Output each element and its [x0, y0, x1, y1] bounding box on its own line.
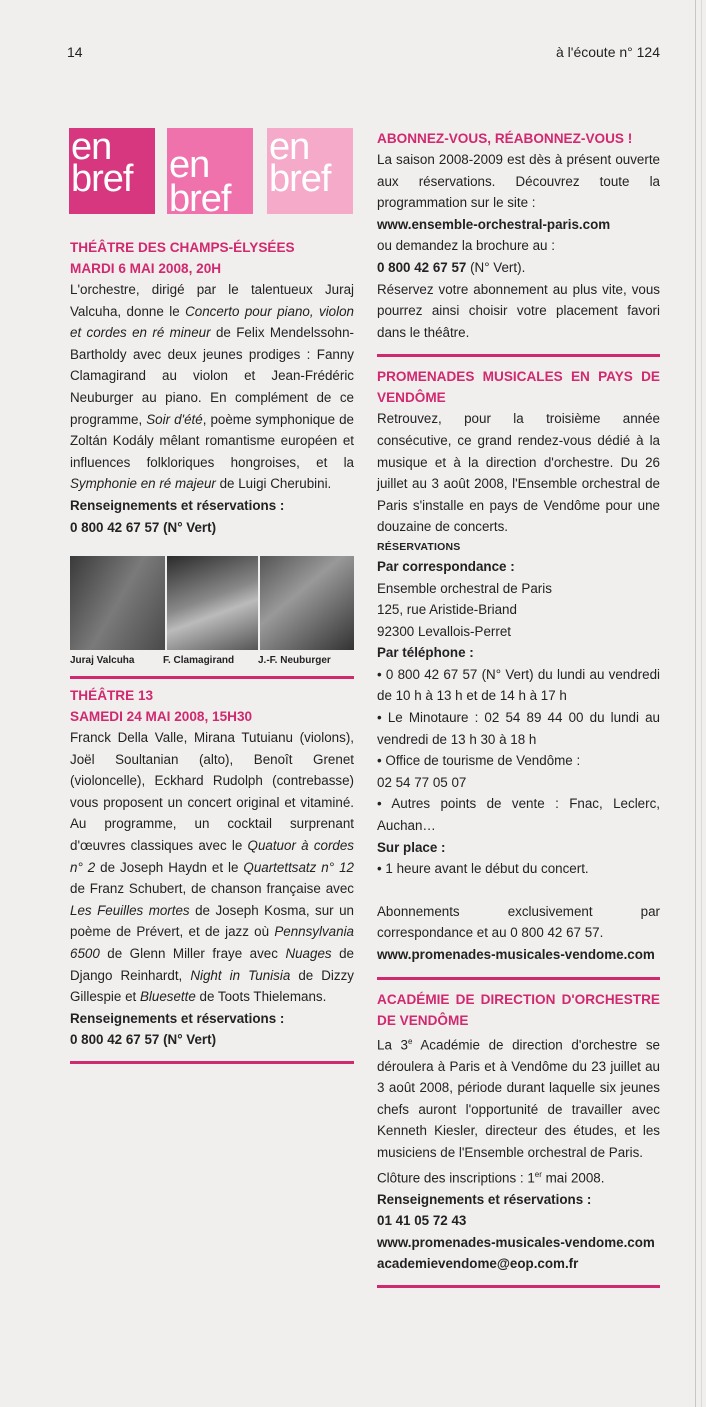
on-site-label: Sur place : [377, 839, 446, 855]
list-item: • Office de tourisme de Vendôme : [377, 753, 581, 769]
article-text: ou demandez la brochure au : [377, 238, 555, 254]
logo-tile-light [267, 128, 353, 214]
deadline-text: Clôture des inscriptions : 1er mai 2008. [377, 1169, 605, 1186]
list-item: • Le Minotaure : 02 54 89 44 00 du lundi au vendredi de 13 h 30 à 18 h [377, 710, 660, 747]
page-number: 14 [67, 44, 83, 60]
reservations-label: RÉSERVATIONS [377, 540, 461, 553]
section-divider [377, 977, 660, 980]
section-divider [70, 676, 354, 679]
email-link[interactable]: academievendome@eop.com.fr [377, 1256, 579, 1272]
caption: F. Clamagirand [163, 655, 235, 666]
article-text: Retrouvez, pour la troisième année consécutive, ce grand rendez-vous dédié à la musique et à la direction d'orchestre. Du 26 juillet au 3 août 2008, l'Ensemble orchestral de Paris s'installe en pays de Vendôme pour une douzaine de concerts. [377, 411, 660, 535]
phone-label: Par téléphone : [377, 645, 474, 661]
logo-tile-medium [167, 128, 253, 214]
address-line: 125, rue Aristide-Briand [377, 602, 517, 618]
photo-f-clamagirand [167, 556, 258, 650]
section-heading: THÉÂTRE 13 [70, 688, 154, 703]
caption: Juraj Valcuha [70, 655, 135, 666]
logo-word-en: en [269, 128, 310, 168]
photo-jf-neuburger [260, 556, 354, 650]
left-column [70, 237, 354, 538]
address-line: 92300 Levallois-Perret [377, 623, 511, 639]
section-date: MARDI 6 MAI 2008, 20H [70, 261, 222, 276]
section-divider [70, 1061, 354, 1064]
article-text: Abonnements exclusivement par correspondance et au 0 800 42 67 57. [377, 903, 660, 941]
article-text: L'orchestre, dirigé par le talentueux Juraj Valcuha, donne le Concerto pour piano, violon et cordes en ré mineur de Felix Mendelssohn-Bartholdy avec deux jeunes prodiges : Fanny Clamagirand au violon et Jean-Frédéric Neuburger au piano. En complément de ce programme, Soir d'été, poème symphonique de Zoltán Kodály mêlant romantisme européen et influences folkloriques hongroises, et la Symphonie en ré majeur de Luigi Cherubini. [70, 282, 354, 492]
article-text: La 3e Académie de direction d'orchestre se déroulera à Paris et à Vendôme du 23 juillet au 3 août 2008, période durant laquelle six jeunes chefs auront l'opportunité de travailler avec Kenneth Kiesler, directeur des études, et les musiciens de l'Ensemble orchestral de Paris. [377, 1036, 660, 1161]
list-item: • 1 heure avant le début du concert. [377, 861, 589, 877]
logo-word-bref: bref [71, 158, 133, 200]
section-heading: ACADÉMIE DE DIRECTION D'ORCHESTRE DE VENDÔME [377, 991, 660, 1028]
page-edge-line [701, 0, 702, 1407]
logo-word-en: en [169, 144, 210, 186]
caption: J.-F. Neuburger [258, 655, 331, 666]
info-phone: 0 800 42 67 57 (N° Vert) [70, 519, 217, 535]
musicians-photos [70, 556, 354, 650]
section-heading: PROMENADES MUSICALES EN PAYS DE VENDÔME [377, 369, 660, 406]
website-link[interactable]: www.promenades-musicales-vendome.com [377, 947, 655, 962]
brochure-phone: 0 800 42 67 57 (N° Vert). [377, 259, 526, 275]
page-fold-line [695, 0, 696, 1407]
info-label: Renseignements et réservations : [377, 1191, 592, 1207]
section-divider [377, 354, 660, 357]
en-bref-logo [69, 128, 354, 216]
magazine-issue: à l'écoute n° 124 [555, 44, 660, 60]
left-column-lower [70, 676, 354, 1064]
website-link[interactable]: www.ensemble-orchestral-paris.com [377, 216, 611, 232]
info-phone: 01 41 05 72 43 [377, 1213, 467, 1229]
info-label: Renseignements et réservations : [70, 497, 285, 513]
article-text: Réservez votre abonnement au plus vite, vous pourrez ainsi choisir votre placement favori dans le théâtre. [377, 281, 660, 340]
article-text: Franck Della Valle, Mirana Tutuianu (violons), Joël Soultanian (alto), Benoît Grenet (violoncelle), Eckhard Rudolph (contrebasse) vous proposent un concert original et vitaminé. Au programme, un cocktail surprenant d'œuvres classiques avec le Quatuor à cordes n° 2 de Joseph Haydn et le Quartettsatz n° 12 de Franz Schubert, de chanson française avec Les Feuilles mortes de Joseph Kosma, sur un poème de Prévert, et de jazz où Pennsylvania 6500 de Glenn Miller fraye avec Nuages de Django Reinhardt, Night in Tunisia de Dizzy Gillespie et Bluesette de Toots Thielemans. [70, 730, 355, 1005]
logo-tile-dark [69, 128, 155, 214]
info-phone: 0 800 42 67 57 (N° Vert) [70, 1032, 217, 1048]
photo-juraj-valcuha [70, 556, 165, 650]
list-item: 02 54 77 05 07 [377, 774, 467, 790]
logo-word-bref: bref [169, 178, 231, 214]
logo-word-bref: bref [269, 158, 331, 200]
list-item: • 0 800 42 67 57 (N° Vert) du lundi au vendredi de 10 h à 13 h et de 14 h à 17 h [377, 666, 660, 704]
section-heading: THÉÂTRE DES CHAMPS-ÉLYSÉES [70, 240, 295, 255]
correspondence-label: Par correspondance : [377, 558, 515, 574]
info-label: Renseignements et réservations : [70, 1010, 285, 1026]
list-item: • Autres points de vente : Fnac, Leclerc, Auchan… [377, 796, 660, 834]
section-heading: ABONNEZ-VOUS, RÉABONNEZ-VOUS ! [377, 131, 633, 146]
website-link[interactable]: www.promenades-musicales-vendome.com [377, 1234, 655, 1250]
section-date: SAMEDI 24 MAI 2008, 15H30 [70, 709, 253, 724]
article-text: La saison 2008-2009 est dès à présent ouverte aux réservations. Découvrez toute la programmation sur le site : [377, 152, 660, 211]
section-divider [377, 1285, 660, 1288]
logo-word-en: en [71, 128, 112, 168]
right-column [377, 128, 660, 1297]
address-line: Ensemble orchestral de Paris [377, 580, 552, 596]
